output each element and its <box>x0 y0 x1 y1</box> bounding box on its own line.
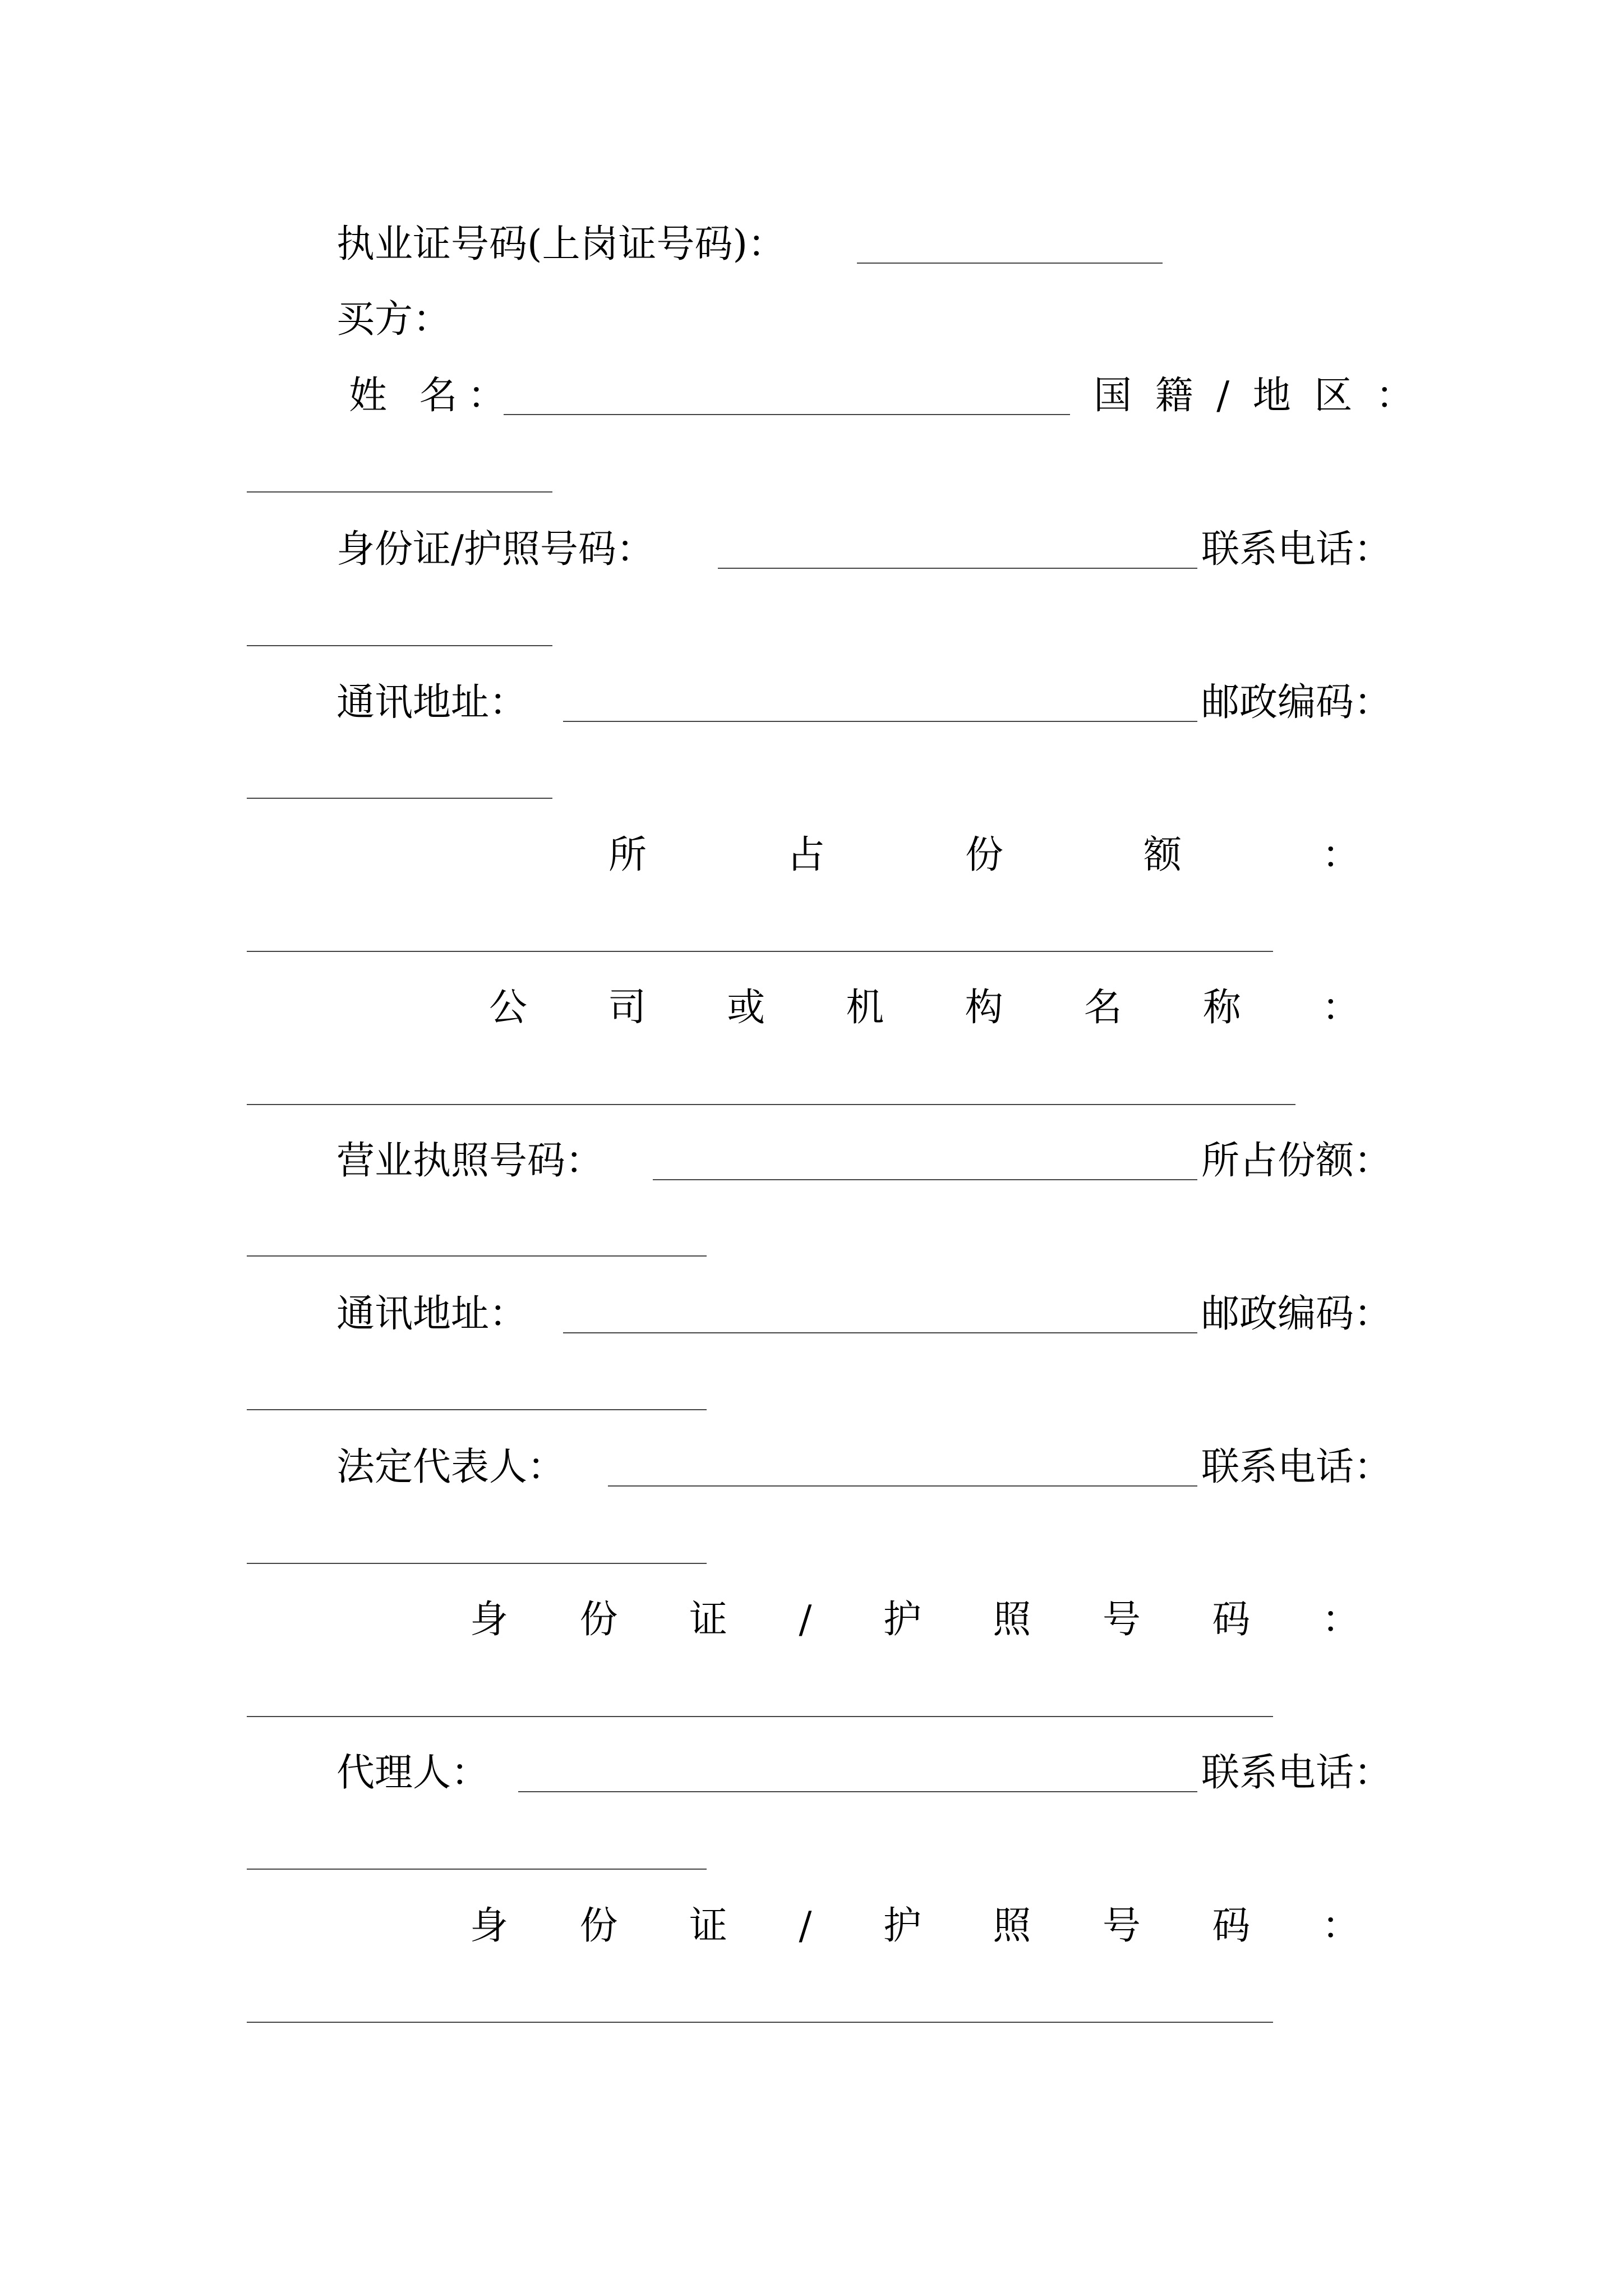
company-postcode-label: 邮政编码： <box>1201 1292 1393 1336</box>
company-name-blank[interactable] <box>247 1104 1295 1105</box>
share-char: 所 <box>608 833 647 877</box>
legal-rep-id-char: 份 <box>579 1598 618 1642</box>
share-blank[interactable] <box>247 951 1273 952</box>
address-label: 通讯地址： <box>336 680 528 725</box>
company-char: 司 <box>608 986 647 1030</box>
company-share-label: 所占份额： <box>1201 1139 1393 1183</box>
agent-id-label <box>470 1904 1360 1948</box>
postcode-blank[interactable] <box>247 798 552 799</box>
legal-rep-id-char: 号 <box>1102 1598 1141 1642</box>
legal-rep-id-char: 照 <box>993 1598 1031 1642</box>
share-label <box>608 833 1360 877</box>
company-char: 公 <box>489 986 528 1030</box>
agent-id-char: 份 <box>579 1904 618 1948</box>
legal-rep-id-char: 身 <box>470 1598 509 1642</box>
legal-rep-id-char: / <box>799 1598 812 1642</box>
agent-phone-blank[interactable] <box>247 1869 707 1870</box>
agent-id-char: ： <box>1321 1904 1360 1948</box>
share-char: ： <box>1321 833 1360 877</box>
agent-id-char: 身 <box>470 1904 509 1948</box>
legal-rep-id-char: 码 <box>1212 1598 1251 1642</box>
company-name-label <box>489 986 1360 1030</box>
license-number-label: 执业证号码(上岗证号码)： <box>336 222 786 266</box>
company-share-blank[interactable] <box>247 1255 707 1257</box>
legal-rep-phone-label: 联系电话： <box>1201 1445 1393 1489</box>
business-license-blank[interactable] <box>653 1179 1197 1180</box>
agent-id-char: 护 <box>883 1904 921 1948</box>
agent-id-char: 证 <box>689 1904 728 1948</box>
company-address-label: 通讯地址： <box>336 1292 528 1336</box>
name-blank[interactable] <box>504 414 1070 415</box>
legal-rep-id-char: ： <box>1321 1598 1360 1642</box>
business-license-label: 营业执照号码： <box>336 1139 604 1183</box>
share-char: 额 <box>1143 833 1182 877</box>
address-blank[interactable] <box>563 721 1197 722</box>
nationality-label: 国 籍 / 地 区 ： <box>1094 374 1419 418</box>
license-number-blank[interactable] <box>857 263 1163 264</box>
agent-blank[interactable] <box>518 1791 1197 1792</box>
agent-id-blank[interactable] <box>247 2022 1273 2023</box>
company-char: 构 <box>965 986 1003 1030</box>
company-char: 或 <box>727 986 766 1030</box>
name-label: 姓 名： <box>349 374 516 418</box>
postcode-label: 邮政编码： <box>1201 680 1393 725</box>
company-postcode-blank[interactable] <box>247 1409 707 1410</box>
legal-rep-id-label <box>470 1598 1360 1642</box>
company-char: 称 <box>1202 986 1241 1030</box>
phone-blank[interactable] <box>247 645 552 646</box>
id-blank[interactable] <box>718 568 1197 569</box>
phone-label: 联系电话： <box>1201 527 1393 572</box>
buyer-heading: 买方： <box>336 297 451 342</box>
agent-label: 代理人： <box>336 1751 490 1795</box>
legal-rep-phone-blank[interactable] <box>247 1563 707 1564</box>
legal-rep-label: 法定代表人： <box>336 1445 566 1489</box>
share-char: 占 <box>786 833 825 877</box>
id-label: 身份证/护照号码： <box>336 527 654 572</box>
legal-rep-blank[interactable] <box>608 1485 1197 1487</box>
agent-id-char: 码 <box>1212 1904 1251 1948</box>
legal-rep-id-char: 护 <box>883 1598 921 1642</box>
agent-id-char: / <box>799 1904 812 1948</box>
legal-rep-id-char: 证 <box>689 1598 728 1642</box>
agent-id-char: 号 <box>1102 1904 1141 1948</box>
nationality-blank[interactable] <box>247 491 552 493</box>
company-address-blank[interactable] <box>563 1332 1197 1333</box>
agent-id-char: 照 <box>993 1904 1031 1948</box>
company-char: 机 <box>846 986 884 1030</box>
agent-phone-label: 联系电话： <box>1201 1751 1393 1795</box>
company-char: ： <box>1321 986 1360 1030</box>
share-char: 份 <box>965 833 1003 877</box>
legal-rep-id-blank[interactable] <box>247 1716 1273 1717</box>
company-char: 名 <box>1083 986 1122 1030</box>
